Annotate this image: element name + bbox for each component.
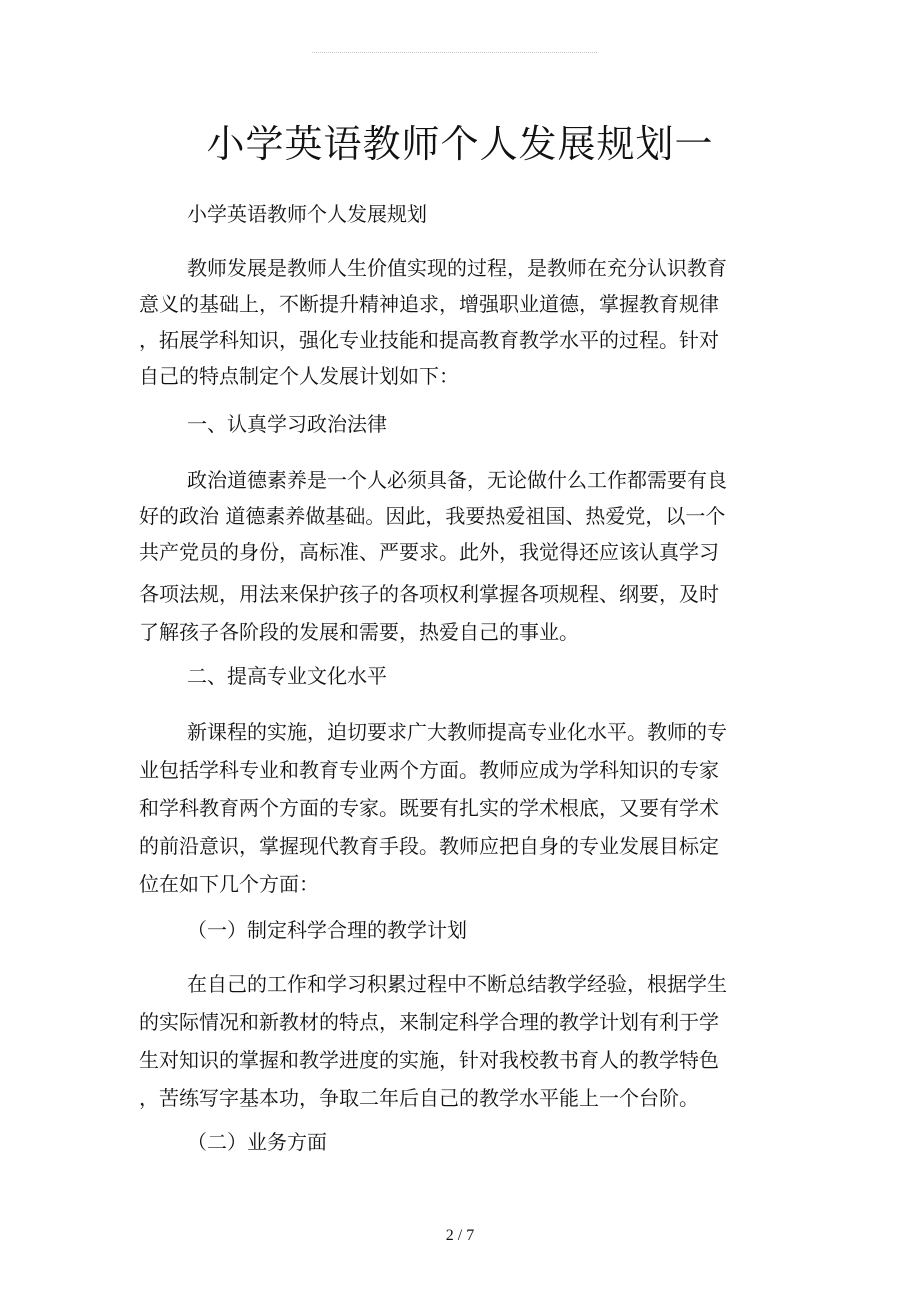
subsection-heading-1: （一）制定科学合理的教学计划 xyxy=(187,918,467,942)
subsection-heading-2: （二）业务方面 xyxy=(187,1130,327,1154)
section2-line: 的前沿意识，掌握现代教育手段。教师应把自身的专业发展目标定 xyxy=(139,834,719,858)
header-rule xyxy=(312,52,597,53)
subsection1-line: ，苦练写字基本功，争取二年后自己的教学水平能上一个台阶。 xyxy=(139,1086,699,1110)
subsection1-line: 生对知识的掌握和教学进度的实施，针对我校教书育人的教学特色 xyxy=(139,1048,719,1072)
intro-line: ，拓展学科知识，强化专业技能和提高教育教学水平的过程。针对 xyxy=(139,328,719,352)
section-heading-1: 一、认真学习政治法律 xyxy=(187,412,387,436)
subsection1-line: 的实际情况和新教材的特点，来制定科学合理的教学计划有利于学 xyxy=(139,1010,719,1034)
subtitle: 小学英语教师个人发展规划 xyxy=(187,202,427,226)
intro-line: 教师发展是教师人生价值实现的过程，是教师在充分认识教育 xyxy=(187,256,727,280)
section-heading-2: 二、提高专业文化水平 xyxy=(187,664,387,688)
intro-line: 自己的特点制定个人发展计划如下： xyxy=(139,364,459,388)
section2-line: 位在如下几个方面： xyxy=(139,872,319,896)
section1-line: 各项法规，用法来保护孩子的各项权利掌握各项规程、纲要，及时 xyxy=(139,582,719,606)
page-number: 2 / 7 xyxy=(445,1227,475,1244)
intro-line: 意义的基础上，不断提升精神追求，增强职业道德，掌握教育规律 xyxy=(139,292,719,316)
section2-line: 新课程的实施，迫切要求广大教师提高专业化水平。教师的专 xyxy=(187,720,727,744)
section2-line: 和学科教育两个方面的专家。既要有扎实的学术根底，又要有学术 xyxy=(139,796,719,820)
subsection1-line: 在自己的工作和学习积累过程中不断总结教学经验，根据学生 xyxy=(187,972,727,996)
section1-line: 政治道德素养是一个人必须具备，无论做什么工作都需要有良 xyxy=(187,468,727,492)
section1-line: 了解孩子各阶段的发展和需要，热爱自己的事业。 xyxy=(139,620,579,644)
section1-line: 共产党员的身份，高标准、严要求。此外，我觉得还应该认真学习 xyxy=(139,540,719,564)
section2-line: 业包括学科专业和教育专业两个方面。教师应成为学科知识的专家 xyxy=(139,758,719,782)
document-title: 小学英语教师个人发展规划一 xyxy=(206,122,714,166)
section1-line: 好的政治 道德素养做基础。因此，我要热爱祖国、热爱党，以一个 xyxy=(139,504,726,528)
